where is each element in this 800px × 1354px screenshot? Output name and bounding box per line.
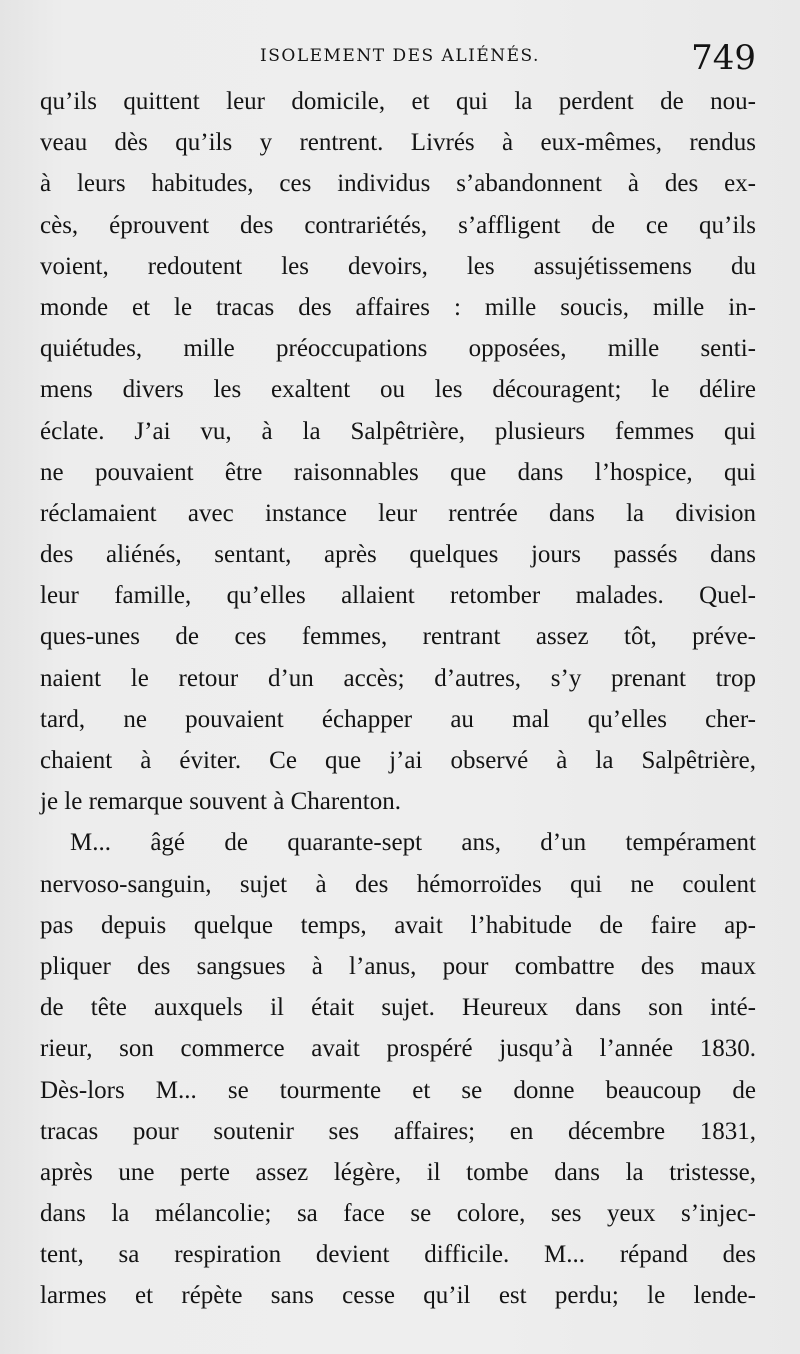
text-line: monde et le tracas des affaires : mille soucis, mille in- <box>40 293 756 321</box>
text-line: cès, éprouvent des contrariétés, s’affligent de ce qu’ils <box>40 211 756 239</box>
text-line: des aliénés, sentant, après quelques jours passés dans <box>40 541 756 569</box>
text-line: qu’ils quittent leur domicile, et qui la perdent de nou- <box>40 88 756 115</box>
text-line: quiétudes, mille préoccupations opposées, mille senti- <box>40 335 756 363</box>
text-line: rieur, son commerce avait prospéré jusqu’à l’année 1830. <box>40 1035 756 1063</box>
text-line: tracas pour soutenir ses affaires; en décembre 1831, <box>40 1117 756 1145</box>
text-line: tent, sa respiration devient difficile. M... répand des <box>40 1241 756 1269</box>
text-line: dans la mélancolie; sa face se colore, ses yeux s’injec- <box>40 1200 756 1228</box>
text-line: réclamaient avec instance leur rentrée dans la division <box>40 499 756 527</box>
running-title: ISOLEMENT DES ALIÉNÉS. <box>260 46 540 66</box>
text-line: leur famille, qu’elles allaient retomber malades. Quel- <box>40 582 756 610</box>
text-line: chaient à éviter. Ce que j’ai observé à la Salpêtrière, <box>40 747 756 774</box>
page-number: 749 <box>691 38 756 78</box>
text-line: tard, ne pouvaient échapper au mal qu’elles cher- <box>40 705 756 733</box>
text-line: pas depuis quelque temps, avait l’habitude de faire ap- <box>40 911 756 939</box>
text-line: naient le retour d’un accès; d’autres, s’y prenant trop <box>40 664 756 692</box>
text-line: mens divers les exaltent ou les découragent; le délire <box>40 376 756 404</box>
paragraph-start-line: M... âgé de quarante-sept ans, d’un tempérament <box>70 829 756 857</box>
text-line: nervoso-sanguin, sujet à des hémorroïdes qui ne coulent <box>40 870 756 898</box>
text-line: voient, redoutent les devoirs, les assujétissemens du <box>40 252 756 280</box>
body-text <box>40 81 756 1317</box>
text-line: Dès-lors M... se tourmente et se donne beaucoup de <box>40 1076 756 1104</box>
text-line: pliquer des sangsues à l’anus, pour combattre des maux <box>40 952 756 980</box>
paragraph-end-line: je le remarque souvent à Charenton. <box>40 788 401 816</box>
text-line: éclate. J’ai vu, à la Salpêtrière, plusieurs femmes qui <box>40 417 756 445</box>
text-line: de tête auxquels il était sujet. Heureux dans son inté- <box>40 994 756 1022</box>
text-line: larmes et répète sans cesse qu’il est perdu; le lende- <box>40 1282 756 1310</box>
text-line: ques-unes de ces femmes, rentrant assez tôt, préve- <box>40 623 756 651</box>
text-line: veau dès qu’ils y rentrent. Livrés à eux-mêmes, rendus <box>40 129 756 157</box>
text-line: à leurs habitudes, ces individus s’abandonnent à des ex- <box>40 170 756 198</box>
running-head <box>40 38 760 78</box>
text-line: ne pouvaient être raisonnables que dans l’hospice, qui <box>40 458 756 486</box>
text-line: après une perte assez légère, il tombe dans la tristesse, <box>40 1158 756 1186</box>
